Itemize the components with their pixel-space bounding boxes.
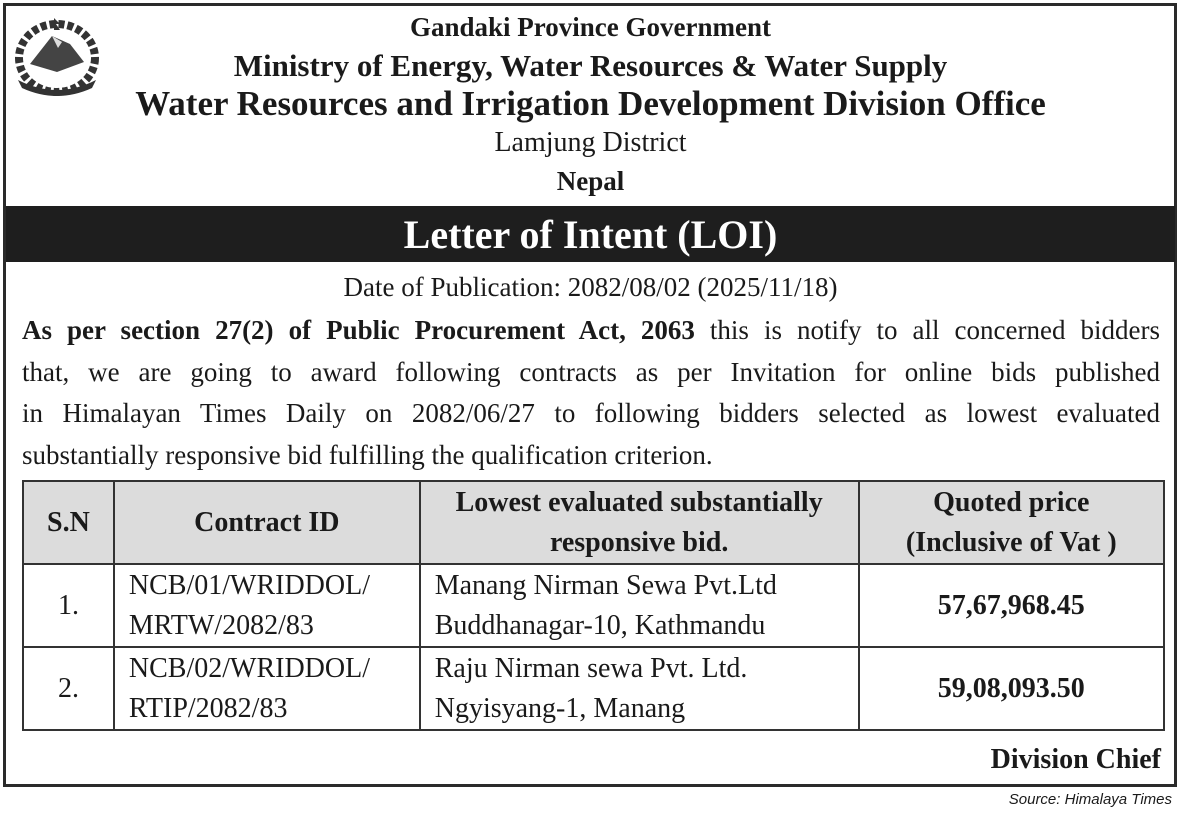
table-row	[23, 647, 1164, 730]
bidder-name: Raju Nirman sewa Pvt. Ltd.	[434, 652, 748, 684]
body-bold-lead: As per section 27(2) of Public Procurement Act, 2063	[22, 315, 695, 345]
source-credit: Source: Himalaya Times	[1008, 791, 1172, 808]
body-line-4: substantially responsive bid fulfilling the qualification criterion.	[22, 440, 713, 470]
cell-contract-id	[114, 564, 420, 647]
body-line-1-rest: this is notify to all concerned bidders	[694, 315, 1160, 345]
office-name: Water Resources and Irrigation Development Division Office	[135, 84, 1046, 123]
contract-id-line-2: RTIP/2082/83	[128, 692, 288, 724]
notice-title: Letter of Intent (LOI)	[6, 206, 1175, 262]
district-name: Lamjung District	[494, 127, 687, 158]
body-line-2: that, we are going to award following contracts as per Invitation for online bids published	[22, 357, 1160, 387]
ministry-name: Ministry of Energy, Water Resources & Water Supply	[233, 48, 948, 83]
signature-title: Division Chief	[990, 744, 1161, 775]
header-price: Quoted price (Inclusive of Vat )	[859, 481, 1164, 564]
table-header-row	[23, 481, 1164, 564]
body-line-3: in Himalayan Times Daily on 2082/06/27 to following bidders selected as lowest evaluated	[22, 398, 1160, 428]
contract-id-line-1: NCB/02/WRIDDOL/	[128, 652, 371, 684]
publication-date: Date of Publication: 2082/08/02 (2025/11/18)	[343, 272, 838, 302]
cell-bidder	[420, 564, 859, 647]
header-bidder: Lowest evaluated substantially responsive bid.	[420, 481, 859, 564]
cell-sn: 1.	[23, 564, 114, 647]
table-row	[23, 564, 1164, 647]
bidder-address: Buddhanagar-10, Kathmandu	[434, 609, 766, 641]
country-name: Nepal	[556, 166, 625, 196]
contract-id-line-1: NCB/01/WRIDDOL/	[128, 569, 371, 601]
bidder-address: Ngyisyang-1, Manang	[434, 692, 686, 724]
cell-contract-id	[114, 647, 420, 730]
government-name: Gandaki Province Government	[410, 12, 771, 42]
cell-sn: 2.	[23, 647, 114, 730]
award-table	[22, 480, 1165, 731]
bidder-name: Manang Nirman Sewa Pvt.Ltd	[434, 569, 777, 601]
body-line-1	[22, 314, 1160, 346]
cell-price: 59,08,093.50	[859, 647, 1164, 730]
header-sn: S.N	[23, 481, 114, 564]
cell-price: 57,67,968.45	[859, 564, 1164, 647]
header-contract-id: Contract ID	[114, 481, 420, 564]
contract-id-line-2: MRTW/2082/83	[128, 609, 314, 641]
cell-bidder	[420, 647, 859, 730]
